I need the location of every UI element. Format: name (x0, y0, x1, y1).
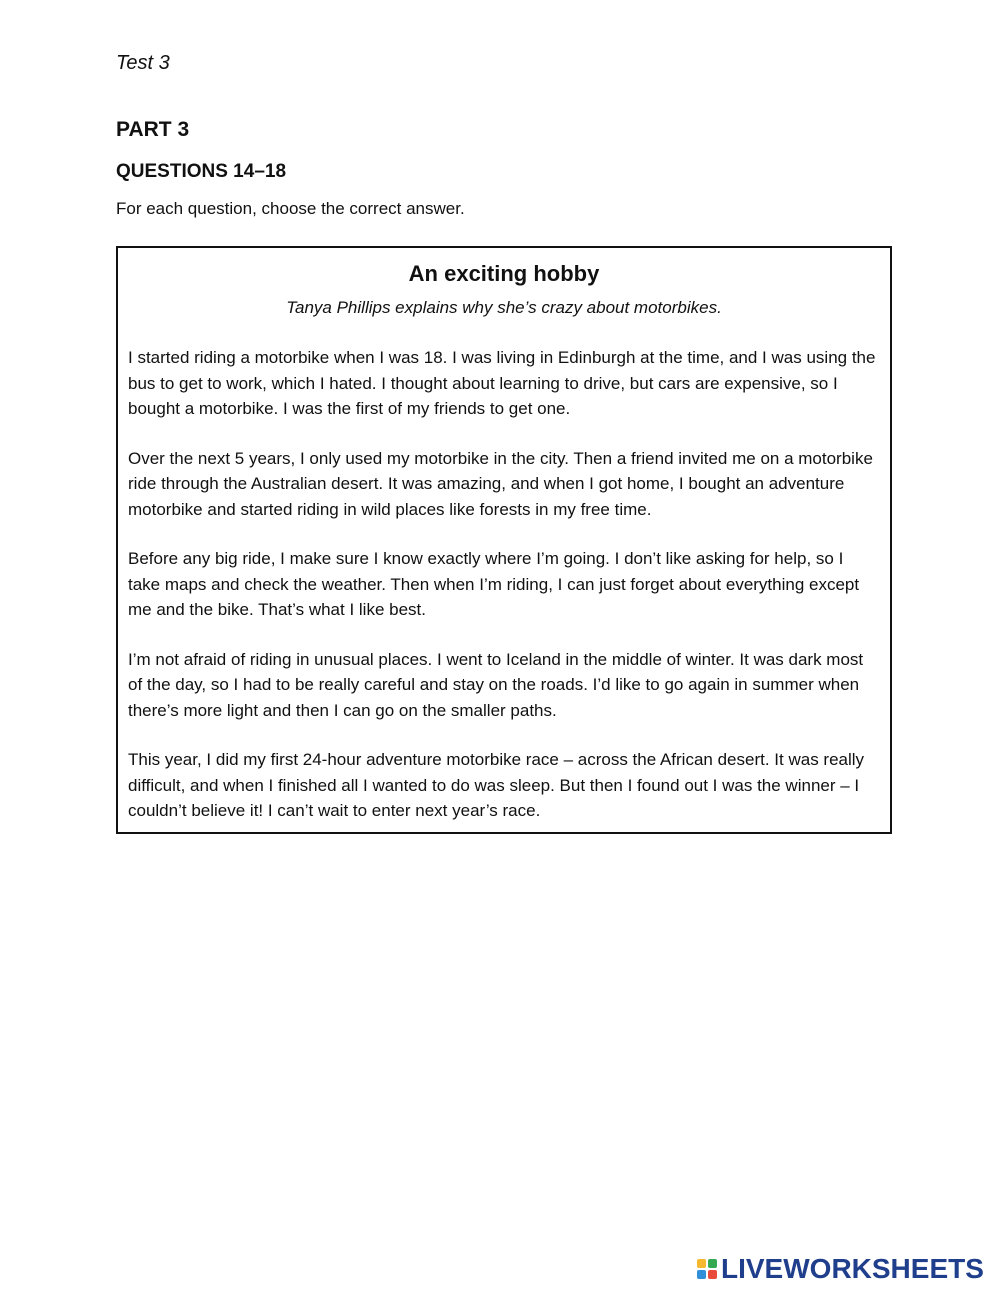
instruction-text: For each question, choose the correct answer. (116, 199, 465, 218)
logo-text: LIVEWORKSHEETS (721, 1253, 984, 1284)
article-paragraph: Before any big ride, I make sure I know exactly where I’m going. I don’t like asking for help, so I take maps and check the weather. Then when I’m riding, I can just forget about everything except me and the bike. That’s what I like best. (128, 549, 860, 619)
liveworksheets-logo[interactable] (697, 1253, 984, 1285)
logo-square-blue (697, 1270, 706, 1279)
article-paragraph: I started riding a motorbike when I was 18. I was living in Edinburgh at the time, and I was using the bus to get to work, which I hated. I thought about learning to drive, but cars are expensive, so I bought a motorbike. I was the first of my friends to get one. (128, 348, 876, 418)
logo-square-red (708, 1270, 717, 1279)
logo-square-green (708, 1259, 717, 1268)
liveworksheets-logo-icon (697, 1259, 717, 1279)
running-head: Test 3 (116, 52, 170, 74)
article-title: An exciting hobby (408, 261, 600, 286)
article-paragraph: Over the next 5 years, I only used my motorbike in the city. Then a friend invited me on a motorbike ride through the Australian desert. It was amazing, and when I got home, I bought an adventure motorbike and started riding in wild places like forests in my free time. (128, 448, 873, 519)
article-paragraph: I’m not afraid of riding in unusual places. I went to Iceland in the middle of winter. It was dark most of the day, so I had to be really careful and stay on the roads. I’d like to go again in summer when there’s more light and then I can go on the smaller paths. (128, 649, 864, 720)
article-paragraph: This year, I did my first 24-hour adventure motorbike race – across the African desert. It was really difficult, and when I finished all I wanted to do was sleep. But then I found out I was the winner – I couldn’t believe it! I can’t wait to enter next year’s race. (128, 750, 865, 820)
questions-title: QUESTIONS 14–18 (116, 161, 287, 182)
article-subtitle: Tanya Phillips explains why she’s crazy about motorbikes. (286, 298, 722, 317)
part-title: PART 3 (116, 118, 190, 141)
reading-text-box (116, 246, 892, 834)
logo-square-yellow (697, 1259, 706, 1268)
